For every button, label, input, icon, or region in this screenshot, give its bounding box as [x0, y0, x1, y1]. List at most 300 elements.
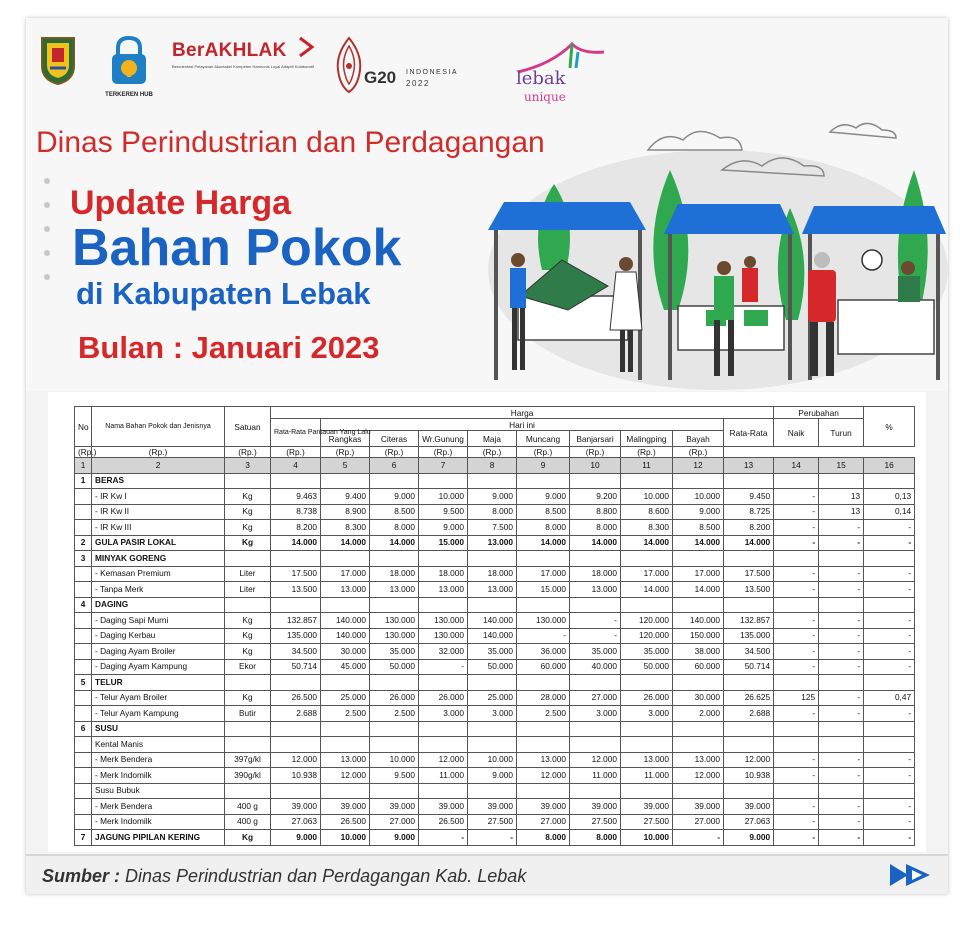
market-stalls-illustration	[458, 110, 948, 390]
row-number	[75, 768, 92, 784]
market-price: 9.000	[468, 489, 517, 505]
empty-cell	[724, 675, 774, 691]
market-price: 8.500	[673, 520, 724, 536]
market-price: 120.000	[621, 628, 673, 644]
market-price: 8.900	[321, 504, 370, 520]
market-price: 13.000	[621, 752, 673, 768]
column-index: 3	[225, 458, 271, 474]
market-price: 11.000	[419, 768, 468, 784]
change-up: -	[774, 489, 819, 505]
footer-bar	[26, 854, 948, 894]
empty-cell	[225, 737, 271, 753]
empty-cell	[370, 597, 419, 613]
change-pct: -	[864, 613, 915, 629]
empty-cell	[370, 473, 419, 489]
market-price: 3.000	[621, 706, 673, 722]
change-up: -	[774, 644, 819, 660]
avg-price: 50.714	[724, 659, 774, 675]
market-price: 8.000	[468, 504, 517, 520]
berakhlak-logo	[172, 40, 332, 100]
empty-cell	[225, 675, 271, 691]
empty-cell	[517, 597, 570, 613]
column-index: 7	[419, 458, 468, 474]
prev-price: 26.500	[271, 690, 321, 706]
empty-cell	[819, 551, 864, 567]
market-price: 140.000	[321, 628, 370, 644]
market-price: 12.000	[673, 768, 724, 784]
empty-cell	[468, 597, 517, 613]
market-price: 26.500	[321, 814, 370, 830]
column-index: 9	[517, 458, 570, 474]
market-price: 130.000	[419, 613, 468, 629]
col-market: Rangkas	[321, 431, 370, 447]
market-price: 26.000	[621, 690, 673, 706]
market-price: 36.000	[517, 644, 570, 660]
market-price: 14.000	[673, 582, 724, 598]
change-up: -	[774, 566, 819, 582]
empty-cell	[517, 473, 570, 489]
change-up: -	[774, 535, 819, 551]
avg-price: 2.688	[724, 706, 774, 722]
prev-price: 27.063	[271, 814, 321, 830]
change-pct: -	[864, 582, 915, 598]
empty-cell	[673, 597, 724, 613]
empty-cell	[271, 721, 321, 737]
market-price: 8.000	[370, 520, 419, 536]
market-price: 35.000	[621, 644, 673, 660]
change-down: -	[819, 752, 864, 768]
market-price: 14.000	[621, 582, 673, 598]
market-price: 7.500	[468, 520, 517, 536]
avg-price: 27.063	[724, 814, 774, 830]
market-price: 39.000	[570, 799, 621, 815]
table-row	[75, 783, 915, 799]
empty-cell	[370, 783, 419, 799]
col-market: Banjarsari	[570, 431, 621, 447]
empty-cell	[724, 721, 774, 737]
market-price: 9.000	[370, 830, 419, 846]
market-price: 130.000	[370, 613, 419, 629]
item-unit: Liter	[225, 566, 271, 582]
change-down: -	[819, 706, 864, 722]
headline-update: Update Harga	[70, 184, 292, 222]
currency-label: (Rp.)	[225, 447, 271, 458]
empty-cell	[370, 737, 419, 753]
empty-cell	[517, 737, 570, 753]
change-down: -	[819, 768, 864, 784]
item-name: - IR Kw II	[92, 504, 225, 520]
item-name: - Telur Ayam Kampung	[92, 706, 225, 722]
prev-price: 17.500	[271, 566, 321, 582]
item-unit: Kg	[225, 520, 271, 536]
market-price: -	[570, 628, 621, 644]
empty-cell	[774, 473, 819, 489]
market-price: 12.000	[517, 768, 570, 784]
item-unit: Kg	[225, 644, 271, 660]
column-index: 14	[774, 458, 819, 474]
item-name: - IR Kw I	[92, 489, 225, 505]
change-pct: -	[864, 814, 915, 830]
market-price: 26.000	[419, 690, 468, 706]
decorative-dots	[44, 178, 54, 298]
col-no: No	[75, 407, 92, 447]
market-price: 27.500	[570, 814, 621, 830]
change-pct: 0,47	[864, 690, 915, 706]
empty-cell	[864, 473, 915, 489]
market-price: 8.500	[370, 504, 419, 520]
empty-cell	[819, 783, 864, 799]
empty-cell	[724, 551, 774, 567]
empty-cell	[570, 597, 621, 613]
market-price: 8.000	[517, 830, 570, 846]
empty-cell	[321, 721, 370, 737]
change-down: -	[819, 535, 864, 551]
agency-title: Dinas Perindustrian dan Perdagangan	[36, 126, 545, 159]
change-down: -	[819, 814, 864, 830]
item-name: - Telur Ayam Broiler	[92, 690, 225, 706]
market-price: 8.300	[321, 520, 370, 536]
market-price: 140.000	[321, 613, 370, 629]
market-price: 2.500	[370, 706, 419, 722]
empty-cell	[321, 783, 370, 799]
empty-cell	[517, 675, 570, 691]
change-pct: -	[864, 644, 915, 660]
market-price: 14.000	[370, 535, 419, 551]
empty-cell	[621, 597, 673, 613]
empty-cell	[673, 737, 724, 753]
market-price: 3.000	[468, 706, 517, 722]
change-down: 13	[819, 504, 864, 520]
table-row	[75, 675, 915, 691]
market-price: 8.000	[517, 520, 570, 536]
market-price: 18.000	[370, 566, 419, 582]
market-price: 10.000	[419, 489, 468, 505]
item-name: - Merk Indomilk	[92, 814, 225, 830]
g20-indonesia-logo	[334, 32, 504, 102]
empty-cell	[774, 551, 819, 567]
row-number	[75, 752, 92, 768]
change-up: -	[774, 830, 819, 846]
empty-cell	[774, 783, 819, 799]
market-price: 39.000	[370, 799, 419, 815]
empty-cell	[321, 597, 370, 613]
source-label: Sumber :	[42, 866, 121, 886]
market-price: 35.000	[370, 644, 419, 660]
market-price: 12.000	[570, 752, 621, 768]
hero-banner	[26, 18, 948, 391]
row-number: 5	[75, 675, 92, 691]
market-price: 10.000	[621, 830, 673, 846]
empty-cell	[271, 737, 321, 753]
empty-cell	[864, 737, 915, 753]
market-price: 39.000	[468, 799, 517, 815]
market-price: 14.000	[321, 535, 370, 551]
avg-price: 135.000	[724, 628, 774, 644]
market-price: 14.000	[570, 535, 621, 551]
market-price: 17.000	[321, 566, 370, 582]
market-price: 27.000	[370, 814, 419, 830]
market-price: 50.000	[370, 659, 419, 675]
empty-cell	[517, 721, 570, 737]
empty-cell	[370, 721, 419, 737]
market-price: 18.000	[468, 566, 517, 582]
empty-cell	[271, 551, 321, 567]
berakhlak-title: BerAKHLAK	[172, 40, 287, 61]
market-price: 10.000	[321, 830, 370, 846]
item-name: Susu Bubuk	[92, 783, 225, 799]
table-row	[75, 566, 915, 582]
empty-cell	[864, 783, 915, 799]
prev-price: 14.000	[271, 535, 321, 551]
currency-label: (Rp.)	[271, 447, 321, 458]
empty-cell	[621, 783, 673, 799]
empty-cell	[419, 551, 468, 567]
market-price: 13.000	[321, 582, 370, 598]
change-pct: -	[864, 752, 915, 768]
market-price: 2.500	[517, 706, 570, 722]
market-price: 130.000	[370, 628, 419, 644]
market-price: 40.000	[570, 659, 621, 675]
market-price: 27.000	[517, 814, 570, 830]
market-price: 13.000	[321, 752, 370, 768]
avg-price: 10.938	[724, 768, 774, 784]
avg-price: 12.000	[724, 752, 774, 768]
avg-price: 8.725	[724, 504, 774, 520]
empty-cell	[419, 597, 468, 613]
empty-cell	[819, 597, 864, 613]
table-row	[75, 551, 915, 567]
change-down: 13	[819, 489, 864, 505]
row-number	[75, 628, 92, 644]
column-index: 13	[724, 458, 774, 474]
empty-cell	[570, 721, 621, 737]
market-price: 140.000	[468, 613, 517, 629]
item-unit: Kg	[225, 489, 271, 505]
empty-cell	[468, 675, 517, 691]
market-price: 9.500	[370, 768, 419, 784]
empty-cell	[864, 551, 915, 567]
item-name: - Merk Bendera	[92, 752, 225, 768]
prev-price: 8.738	[271, 504, 321, 520]
market-price: 9.500	[419, 504, 468, 520]
market-price: 140.000	[468, 628, 517, 644]
table-row	[75, 644, 915, 660]
item-name: JAGUNG PIPILAN KERING	[92, 830, 225, 846]
table-row	[75, 659, 915, 675]
market-price: 8.300	[621, 520, 673, 536]
table-row	[75, 737, 915, 753]
column-index: 15	[819, 458, 864, 474]
empty-cell	[370, 551, 419, 567]
empty-cell	[419, 721, 468, 737]
column-index: 8	[468, 458, 517, 474]
change-pct: -	[864, 520, 915, 536]
table-row	[75, 814, 915, 830]
item-name: - IR Kw III	[92, 520, 225, 536]
empty-cell	[673, 551, 724, 567]
row-number: 3	[75, 551, 92, 567]
market-price: 17.000	[517, 566, 570, 582]
table-row	[75, 706, 915, 722]
table-row	[75, 582, 915, 598]
column-index: 6	[370, 458, 419, 474]
empty-cell	[419, 737, 468, 753]
source-credit	[42, 866, 526, 887]
row-number: 1	[75, 473, 92, 489]
item-name: - Daging Sapi Murni	[92, 613, 225, 629]
empty-cell	[621, 675, 673, 691]
change-up: 125	[774, 690, 819, 706]
empty-cell	[724, 783, 774, 799]
market-price: 13.000	[673, 752, 724, 768]
market-price: 8.000	[570, 520, 621, 536]
headline-month: Bulan : Januari 2023	[78, 330, 380, 365]
col-market: Maja	[468, 431, 517, 447]
currency-label: (Rp.)	[321, 447, 370, 458]
avg-price: 9.000	[724, 830, 774, 846]
row-number	[75, 489, 92, 505]
market-price: 11.000	[570, 768, 621, 784]
change-up: -	[774, 628, 819, 644]
empty-cell	[570, 675, 621, 691]
item-name: - Daging Kerbau	[92, 628, 225, 644]
empty-cell	[673, 783, 724, 799]
market-price: 9.000	[673, 504, 724, 520]
prev-price: 132.857	[271, 613, 321, 629]
table-row	[75, 628, 915, 644]
market-price: 9.000	[468, 768, 517, 784]
empty-cell	[468, 783, 517, 799]
market-price: 140.000	[673, 613, 724, 629]
currency-label: (Rp.)	[673, 447, 724, 458]
market-price: 13.000	[370, 582, 419, 598]
market-price: 130.000	[517, 613, 570, 629]
column-index: 1	[75, 458, 92, 474]
prev-price: 135.000	[271, 628, 321, 644]
empty-cell	[724, 737, 774, 753]
empty-cell	[570, 551, 621, 567]
market-price: 10.000	[673, 489, 724, 505]
market-price: 10.000	[621, 489, 673, 505]
market-price: 13.000	[570, 582, 621, 598]
market-price: 9.000	[370, 489, 419, 505]
empty-cell	[225, 473, 271, 489]
double-chevron-right-icon[interactable]	[886, 860, 936, 890]
col-market: Malingping	[621, 431, 673, 447]
market-price: 30.000	[321, 644, 370, 660]
market-price: 30.000	[673, 690, 724, 706]
currency-label: (Rp.)	[92, 447, 225, 458]
currency-label: (Rp.)	[468, 447, 517, 458]
col-market: Bayah	[673, 431, 724, 447]
empty-cell	[774, 737, 819, 753]
col-market: Citeras	[370, 431, 419, 447]
item-unit: Kg	[225, 628, 271, 644]
market-price: 39.000	[621, 799, 673, 815]
col-down: Turun	[819, 419, 864, 447]
col-unit: Satuan	[225, 407, 271, 447]
table-row	[75, 613, 915, 629]
column-index-row	[75, 458, 915, 474]
row-number	[75, 504, 92, 520]
table-row	[75, 799, 915, 815]
col-prev-avg: Rata-Rata Pantauan Yang Lalu	[271, 419, 321, 447]
g20-country: INDONESIA	[406, 69, 459, 76]
market-price: 60.000	[517, 659, 570, 675]
berakhlak-tagline: Berorientasi Pelayanan Akuntabel Kompeten Harmonis Loyal Adaptif Kolaboratif	[172, 64, 314, 69]
row-number	[75, 690, 92, 706]
table-row	[75, 830, 915, 846]
change-up: -	[774, 799, 819, 815]
price-table-sheet	[48, 392, 926, 852]
row-number	[75, 706, 92, 722]
change-down: -	[819, 799, 864, 815]
col-up: Naik	[774, 419, 819, 447]
market-price: 9.200	[570, 489, 621, 505]
market-price: 13.000	[468, 535, 517, 551]
table-row	[75, 489, 915, 505]
row-number	[75, 613, 92, 629]
market-price: 8.500	[517, 504, 570, 520]
item-name: BERAS	[92, 473, 225, 489]
empty-cell	[419, 675, 468, 691]
market-price: 15.000	[419, 535, 468, 551]
empty-cell	[570, 737, 621, 753]
empty-cell	[321, 473, 370, 489]
market-price: 35.000	[468, 644, 517, 660]
market-price: -	[517, 628, 570, 644]
currency-label: (Rp.)	[570, 447, 621, 458]
item-name: SUSU	[92, 721, 225, 737]
empty-cell	[271, 597, 321, 613]
empty-cell	[673, 721, 724, 737]
empty-cell	[621, 473, 673, 489]
empty-cell	[468, 551, 517, 567]
table-body	[75, 458, 915, 846]
empty-cell	[864, 597, 915, 613]
market-price: 2.500	[321, 706, 370, 722]
column-index: 12	[673, 458, 724, 474]
change-down: -	[819, 690, 864, 706]
row-number: 7	[75, 830, 92, 846]
market-price: 39.000	[321, 799, 370, 815]
avg-price: 132.857	[724, 613, 774, 629]
headline-region: di Kabupaten Lebak	[76, 276, 371, 311]
item-unit: Kg	[225, 613, 271, 629]
prev-price: 39.000	[271, 799, 321, 815]
empty-cell	[864, 675, 915, 691]
prev-price: 10.938	[271, 768, 321, 784]
change-pct: -	[864, 799, 915, 815]
table-row	[75, 690, 915, 706]
item-unit: 397g/kl	[225, 752, 271, 768]
empty-cell	[419, 473, 468, 489]
empty-cell	[225, 597, 271, 613]
row-number	[75, 644, 92, 660]
empty-cell	[774, 597, 819, 613]
item-name: - Merk Bendera	[92, 799, 225, 815]
change-down: -	[819, 628, 864, 644]
empty-cell	[724, 473, 774, 489]
market-price: 150.000	[673, 628, 724, 644]
market-price: 13.000	[517, 752, 570, 768]
market-price: 60.000	[673, 659, 724, 675]
market-price: 17.000	[673, 566, 724, 582]
table-row	[75, 504, 915, 520]
market-price: 120.000	[621, 613, 673, 629]
row-number	[75, 566, 92, 582]
change-pct: -	[864, 535, 915, 551]
